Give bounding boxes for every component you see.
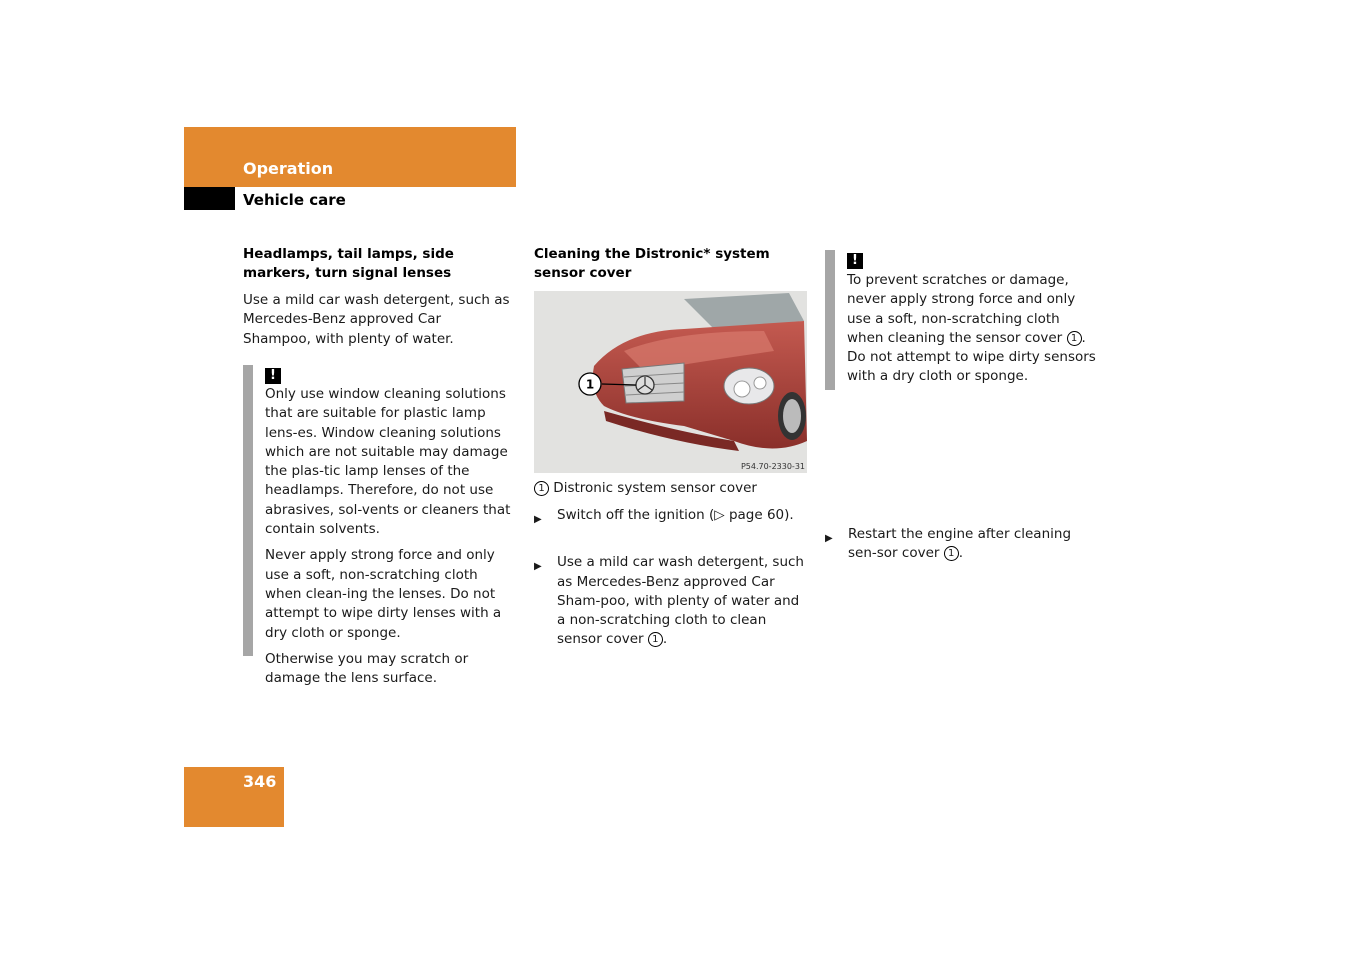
reference-number: 1 — [648, 632, 663, 647]
note-paragraph: Only use window cleaning solutions that are suitable for plastic lamp lens-es. Window cleaning solutions which are not suitable may damage the plas-tic lamp lenses of the headlamps. Therefore, do not use abrasives, sol-vents or cleaners that contain solvents. — [265, 386, 511, 538]
note-paragraph: Otherwise you may scratch or damage the lens surface. — [265, 650, 469, 687]
reference-number: 1 — [944, 546, 959, 561]
step-restart-engine — [825, 525, 1100, 564]
reference-number: 1 — [534, 481, 549, 496]
headlamps-intro: Use a mild car wash detergent, such as Mercedes-Benz approved Car Shampoo, with plenty of water. — [243, 292, 510, 347]
caption-text: Distronic system sensor cover — [553, 480, 757, 496]
warning-icon: ! — [847, 253, 863, 269]
image-caption — [534, 479, 809, 498]
note-bar-1 — [243, 365, 253, 656]
note-text: To prevent scratches or damage, never apply strong force and only use a soft, non-scratching cloth when cleaning the sensor cover — [847, 272, 1076, 346]
warning-icon: ! — [265, 368, 281, 384]
note-text-end: . Do not attempt to wipe dirty sensors with a dry cloth or sponge. — [847, 329, 1096, 385]
warning-note-2 — [847, 249, 1099, 387]
subsection-title: Vehicle care — [243, 191, 346, 209]
step-text-end: . — [958, 545, 964, 562]
note-paragraph — [847, 271, 1099, 387]
bullet-icon: ▶ — [534, 561, 542, 573]
step-switch-off — [534, 506, 809, 525]
step-text: Switch off the ignition (▷ page 60). — [557, 507, 794, 523]
note-paragraph: Never apply strong force and only use a soft, non-scratching cloth when clean-ing the lenses. Do not attempt to wipe dirty lenses with a dry cloth or sponge. — [265, 547, 502, 641]
page-number: 346 — [243, 772, 277, 791]
distronic-heading: Cleaning the Distronic* system sensor cover — [534, 246, 770, 281]
step-text: Use a mild car wash detergent, such as Mercedes-Benz approved Car Sham-poo, with plenty of water and a non-scratching cloth to clean sensor cover — [557, 554, 804, 648]
bullet-icon: ▶ — [534, 514, 542, 525]
step-text-end: . — [662, 631, 668, 648]
warning-note-1 — [265, 364, 517, 688]
headlamps-heading: Headlamps, tail lamps, side markers, turn signal lenses — [243, 246, 454, 281]
subsection-marker — [184, 187, 235, 210]
bullet-icon: ▶ — [825, 532, 833, 544]
reference-number: 1 — [1067, 331, 1082, 346]
note-bar-2 — [825, 250, 835, 390]
step-clean-sensor — [534, 553, 809, 649]
step-text: Restart the engine after cleaning sen-sor cover — [848, 525, 1072, 562]
section-header-bar — [184, 127, 516, 187]
image-code: P54.70-2330-31 — [740, 462, 805, 471]
section-title: Operation — [243, 159, 334, 178]
callout-number: 1 — [585, 377, 595, 392]
car-front-illustration — [534, 291, 807, 473]
